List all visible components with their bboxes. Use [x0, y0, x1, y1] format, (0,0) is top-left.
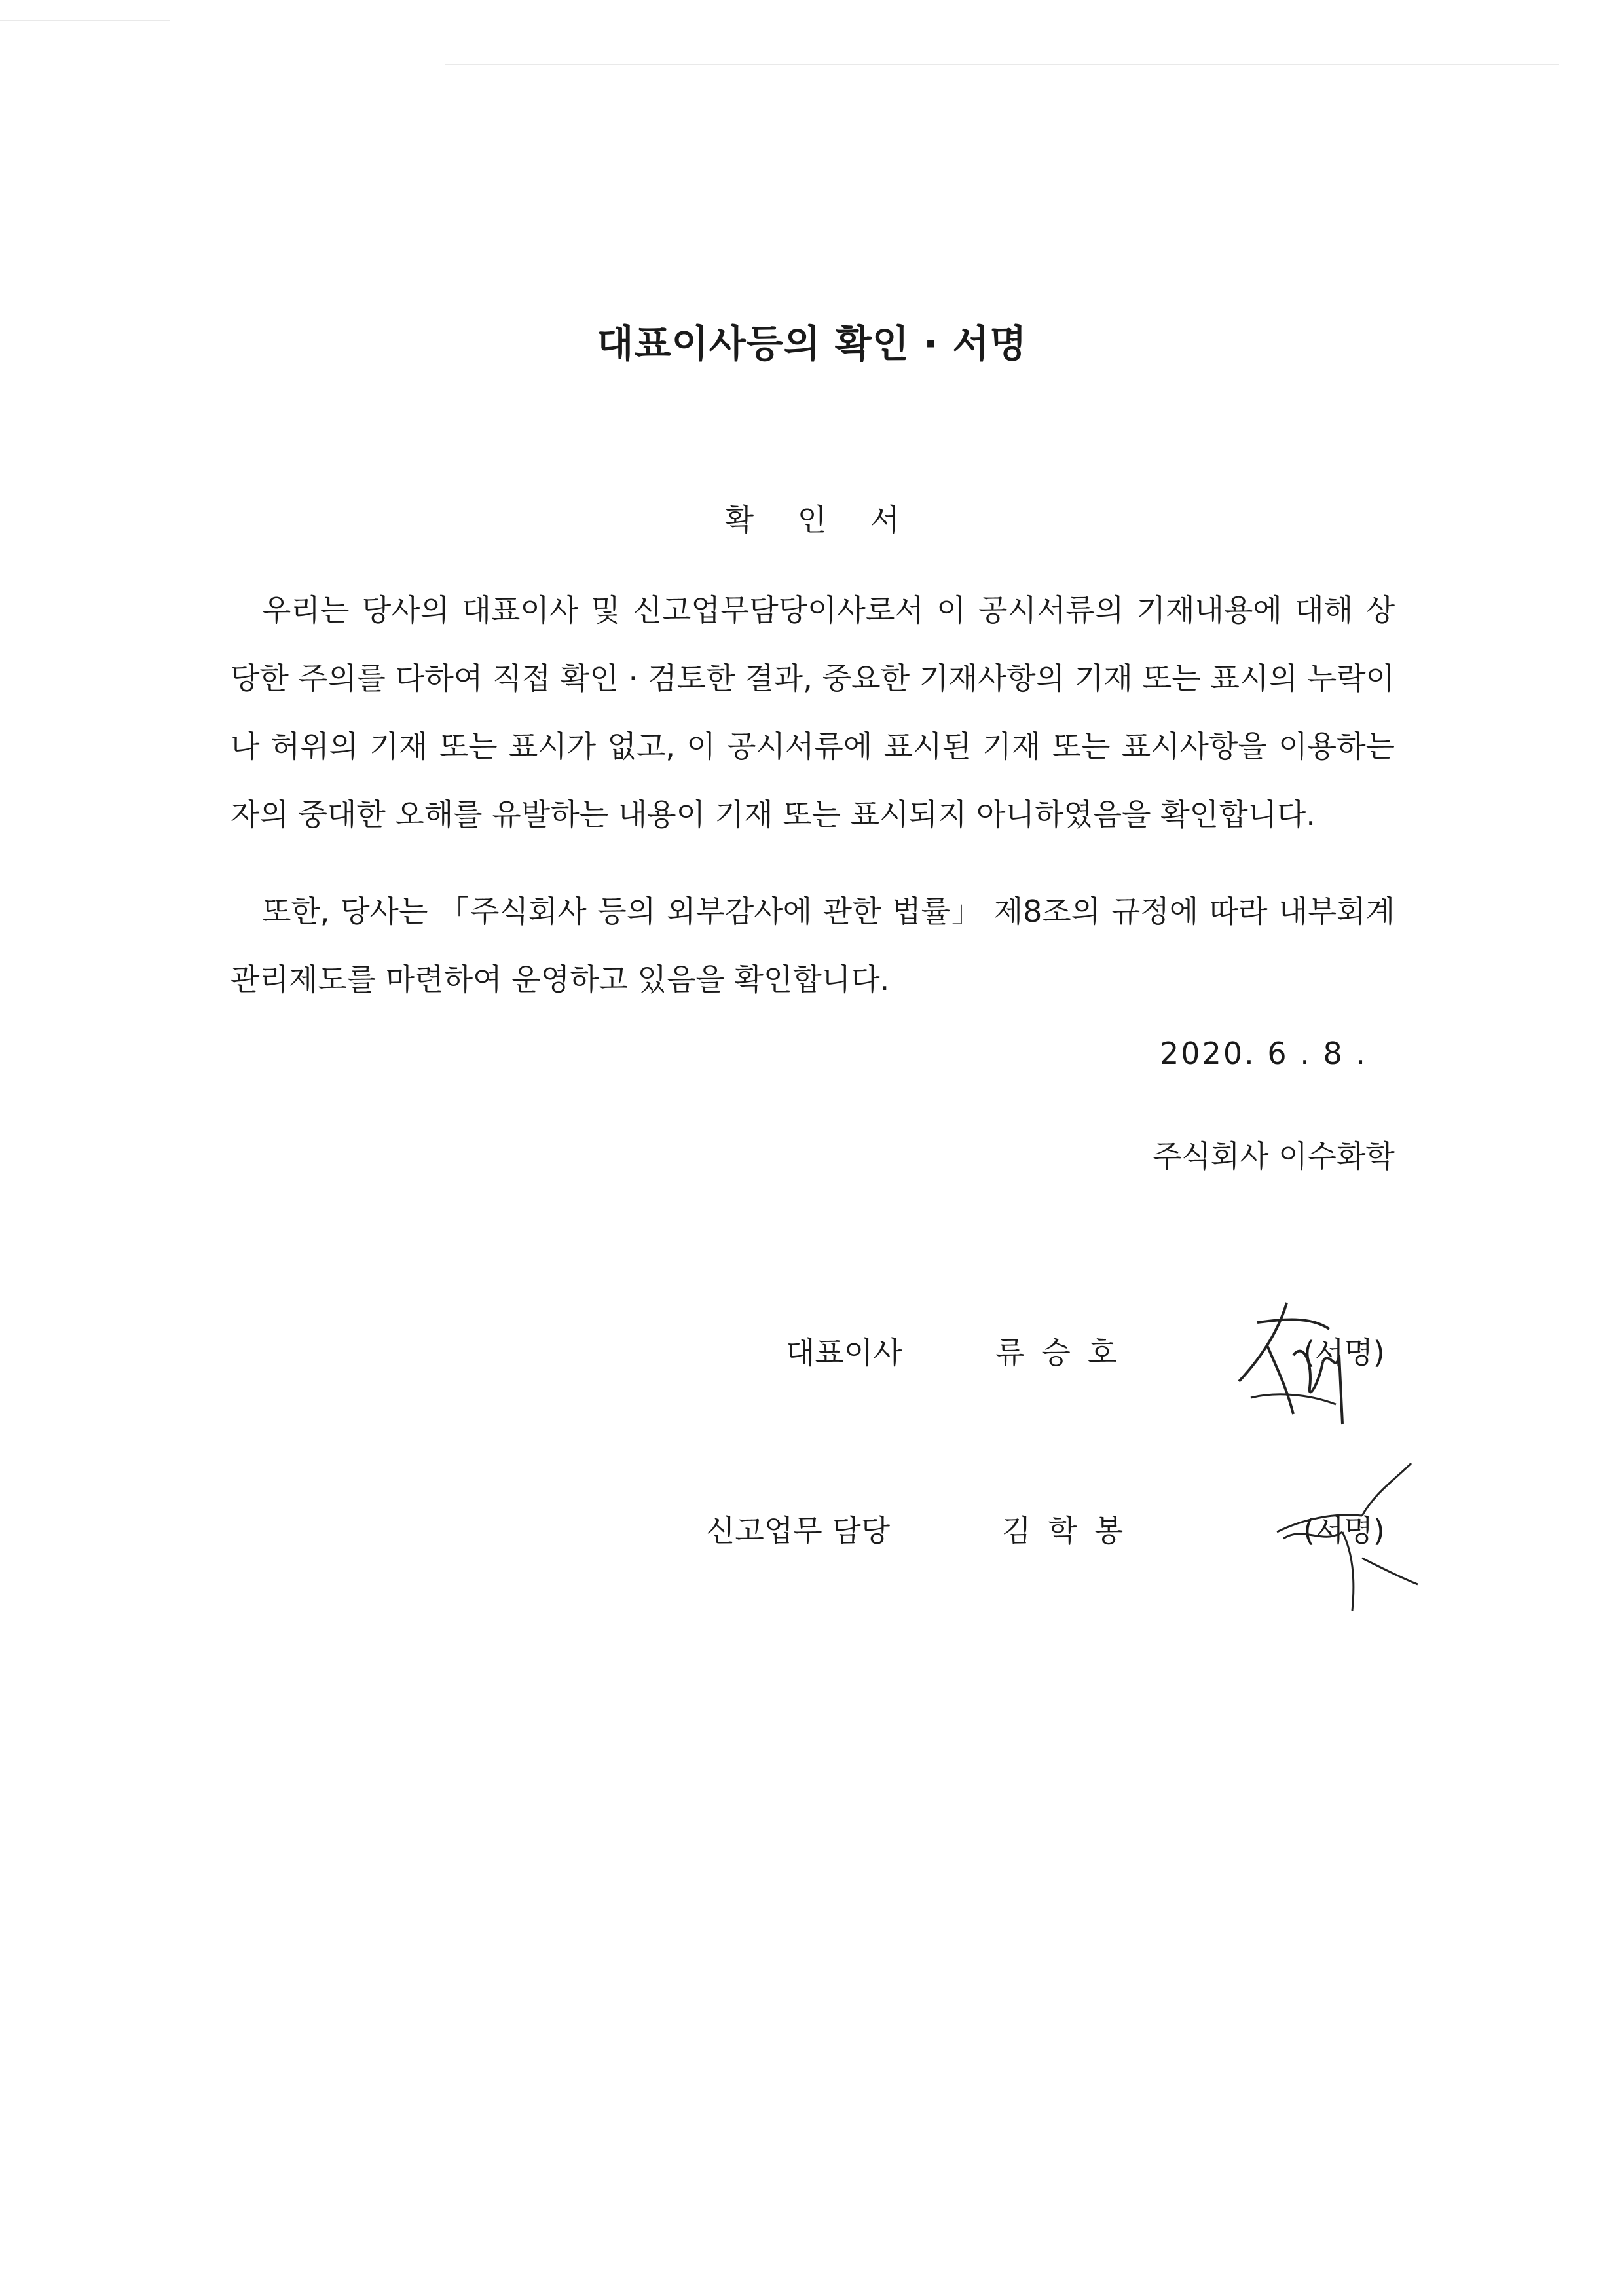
signatory-name-ceo: 류승호 — [995, 1335, 1134, 1370]
signatory-role-ceo: 대표이사 — [786, 1335, 902, 1370]
signatory-role-disclosure-officer: 신고업무 담당 — [706, 1513, 891, 1548]
document-date: 2020. 6 . 8 . — [1160, 1036, 1367, 1071]
confirmation-paragraph: 우리는 당사의 대표이사 및 신고업무담당이사로서 이 공시서류의 기재내용에 대해 상당한 주의를 다하여 직접 확인 · 검토한 결과, 중요한 기재사항의 기재 또는 표시의 누락이나 허위의 기재 또는 표시가 없고, 이 공시서류에 표시된 기재 또는 표시사항을 이용하는 자의 중대한 오해를 유발하는 내용이 기재 또는 표시되지 아니하였음을 확인합니다. — [231, 592, 1395, 832]
scan-artifact-line — [445, 64, 1559, 65]
signature-mark-ceo: (서명) — [1303, 1335, 1385, 1370]
signatory-name-disclosure-officer: 김학봉 — [1002, 1513, 1141, 1548]
company-name: 주식회사 이수화학 — [1152, 1139, 1395, 1174]
internal-control-paragraph: 또한, 당사는 「주식회사 등의 외부감사에 관한 법률」 제8조의 규정에 따라 내부회계관리제도를 마련하여 운영하고 있음을 확인합니다. — [231, 894, 1395, 997]
handwritten-signature-ceo — [1231, 1283, 1362, 1434]
signature-mark-disclosure-officer: (서명) — [1303, 1513, 1385, 1548]
document-title: 대표이사등의 확인 · 서명 — [597, 321, 1027, 366]
document-subtitle: 확 인 서 — [724, 502, 917, 538]
handwritten-signature-disclosure-officer — [1264, 1453, 1434, 1624]
scan-artifact-line — [0, 20, 170, 21]
